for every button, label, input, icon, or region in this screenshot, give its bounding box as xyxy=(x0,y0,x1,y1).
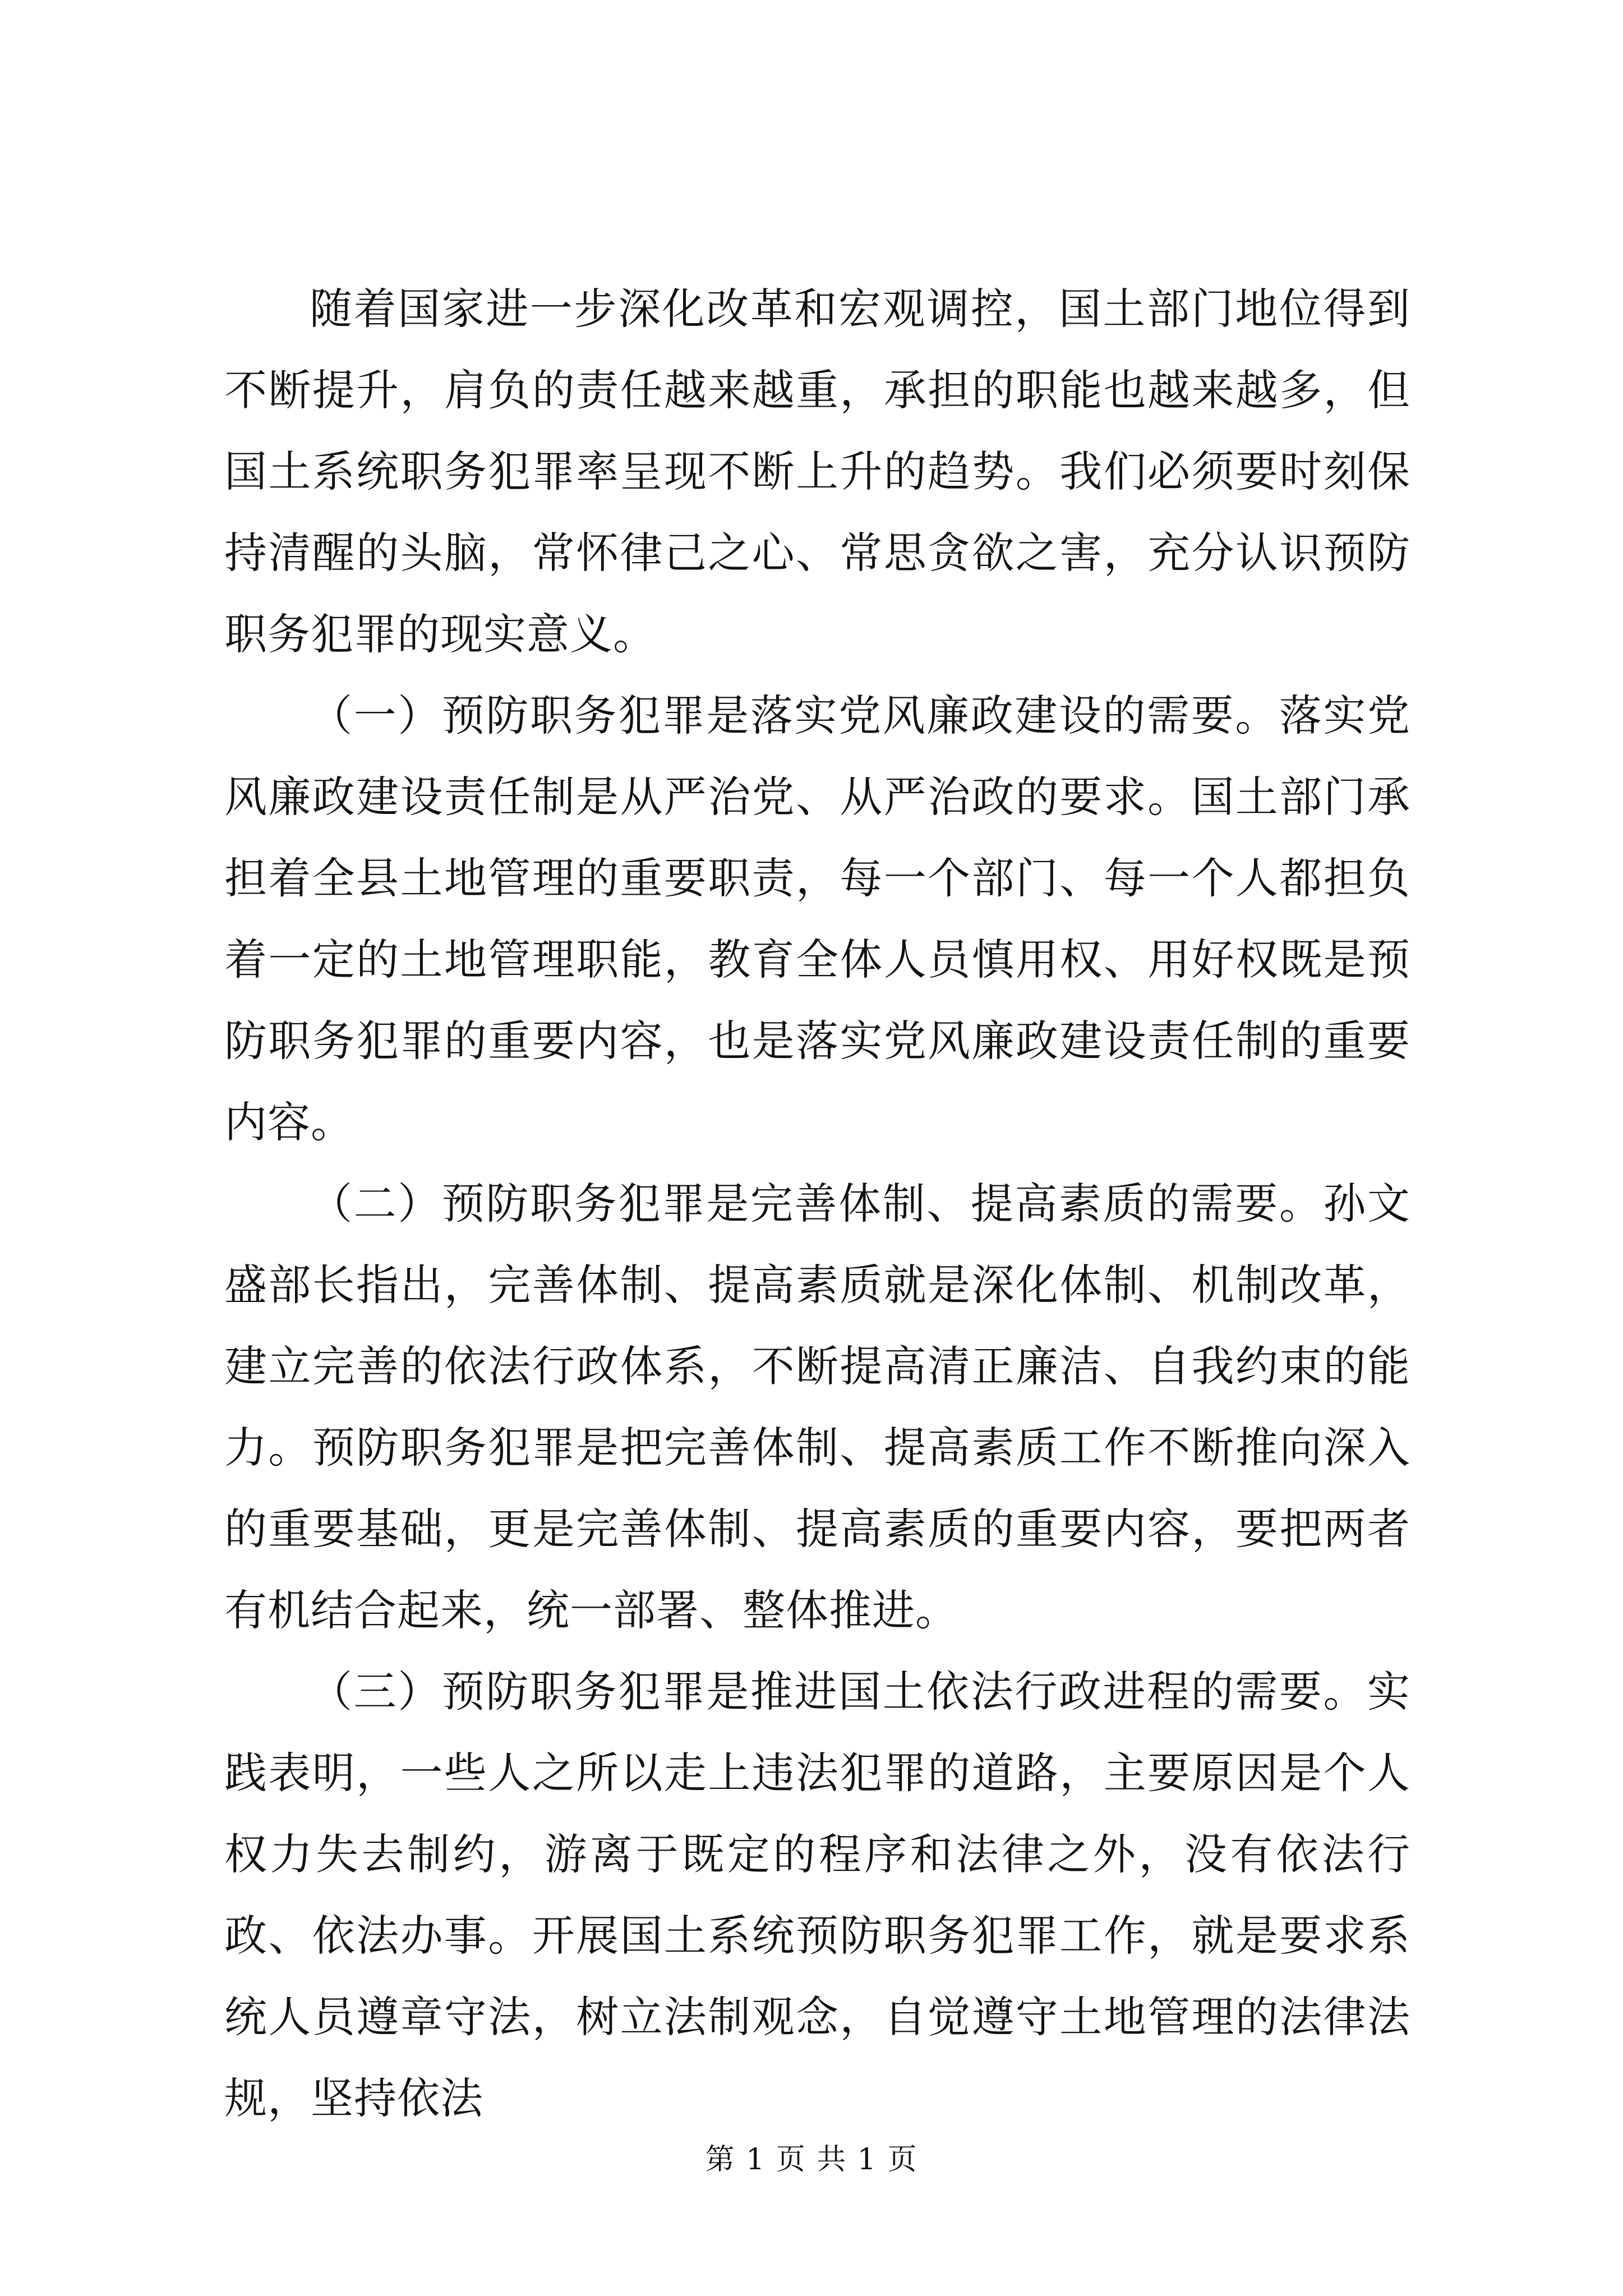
paragraph-intro: 随着国家进一步深化改革和宏观调控，国土部门地位得到不断提升，肩负的责任越来越重，承担的职能也越来越多，但国土系统职务犯罪率呈现不断上升的趋势。我们必须要时刻保持清醒的头脑，常怀律己之心、常思贪欲之害，充分认识预防职务犯罪的现实意义。 xyxy=(224,284,1410,659)
document-body xyxy=(224,268,1410,2139)
paragraph-section-1: （一）预防职务犯罪是落实党风廉政建设的需要。落实党风廉政建设责任制是从严治党、从严治政的要求。国土部门承担着全县土地管理的重要职责，每一个部门、每一个人都担负着一定的土地管理职能，教育全体人员慎用权、用好权既是预防职务犯罪的重要内容，也是落实党风廉政建设责任制的重要内容。 xyxy=(224,691,1410,1147)
paragraph-section-2: （二）预防职务犯罪是完善体制、提高素质的需要。孙文盛部长指出，完善体制、提高素质就是深化体制、机制改革，建立完善的依法行政体系，不断提高清正廉洁、自我约束的能力。预防职务犯罪是把完善体制、提高素质工作不断推向深入的重要基础，更是完善体制、提高素质的重要内容，要把两者有机结合起来，统一部署、整体推进。 xyxy=(224,1179,1410,1635)
page-footer: 第 1 页 共 1 页 xyxy=(705,2143,918,2177)
paragraph-section-3: （三）预防职务犯罪是推进国土依法行政进程的需要。实践表明，一些人之所以走上违法犯罪的道路，主要原因是个人权力失去制约，游离于既定的程序和法律之外，没有依法行政、依法办事。开展国土系统预防职务犯罪工作，就是要求系统人员遵章守法，树立法制观念，自觉遵守土地管理的法律法规，坚持依法 xyxy=(224,1667,1410,2123)
